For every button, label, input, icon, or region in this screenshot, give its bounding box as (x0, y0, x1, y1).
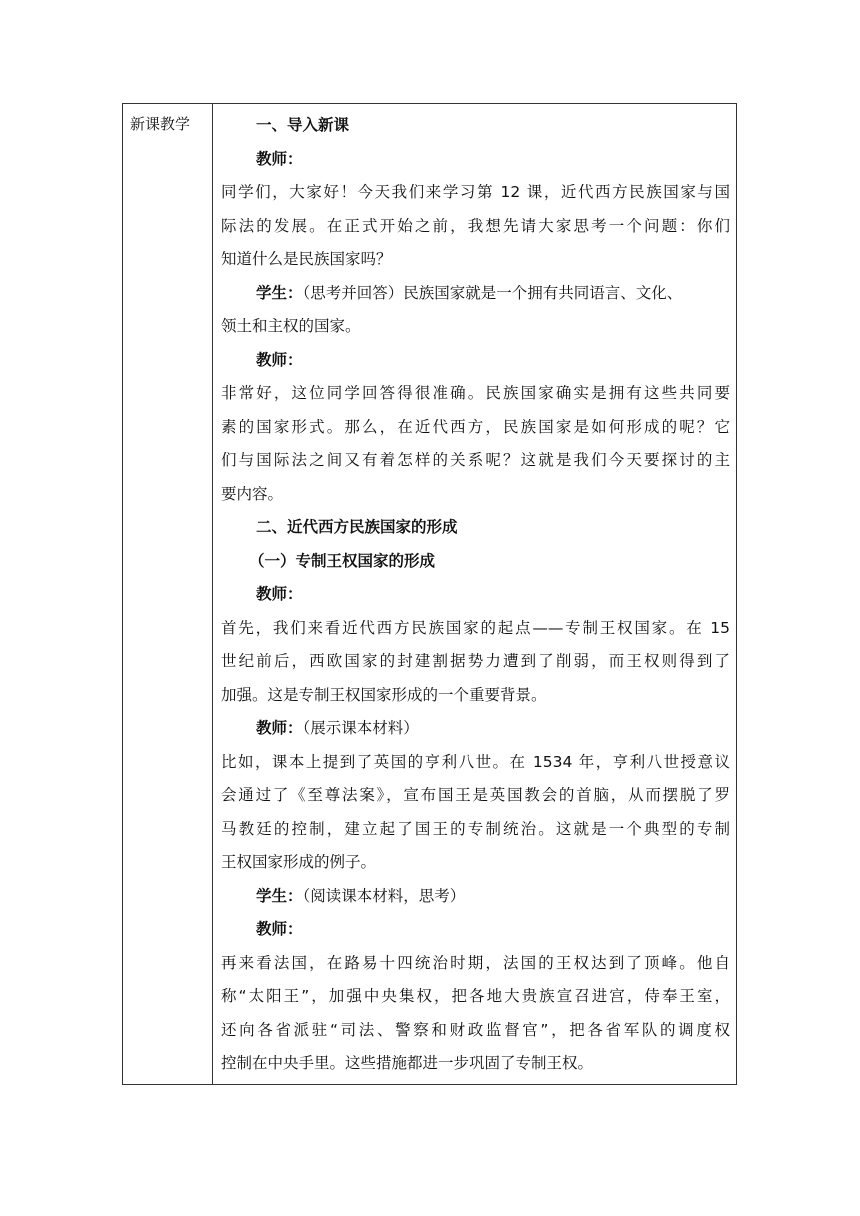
paragraph-line: 会通过了《至尊法案》，宣布国王是英国教会的首脑，从而摆脱了罗 (221, 786, 730, 804)
paragraph-line: 们与国际法之间又有着怎样的关系呢？这就是我们今天要探讨的主 (221, 451, 730, 469)
paragraph-line: 领土和主权的国家。 (221, 317, 361, 335)
speaker-label: 学生： (256, 886, 303, 905)
answer-text: （思考并回答）民族国家就是一个拥有共同语言、文化、 (302, 283, 683, 302)
lesson-content (213, 104, 736, 1084)
paragraph-line: 际法的发展。在正式开始之前，我想先请大家思考一个问题：你们 (221, 216, 730, 235)
speaker-label: 教师： (256, 719, 303, 737)
paragraph-line: 王权国家形成的例子。 (221, 853, 377, 871)
paragraph-line: 同学们，大家好！今天我们来学习第 12 课，近代西方民族国家与国 (221, 183, 730, 201)
paragraph-line: 素的国家形式。那么，在近代西方，民族国家是如何形成的呢？它 (221, 417, 730, 436)
paragraph-line: 称“太阳王”，加强中央集权，把各地大贵族宣召进宫，侍奉王室， (221, 987, 730, 1005)
note-text: （展示课本材料） (302, 719, 419, 737)
paragraph-line: 还向各省派驻“司法、警察和财政监督官”，把各省军队的调度权 (221, 1020, 730, 1039)
section-heading: 一、导入新课 (256, 116, 350, 134)
speaker-label: 教师： (256, 585, 303, 603)
answer-text: （阅读课本材料，思考） (302, 886, 466, 905)
subsection-heading: （一）专制王权国家的形成 (249, 551, 436, 570)
speaker-label: 学生： (256, 283, 303, 302)
paragraph-line: 非常好，这位同学回答得很准确。民族国家确实是拥有这些共同要 (221, 384, 730, 402)
speaker-label: 教师： (256, 920, 303, 938)
speaker-label: 教师： (256, 350, 303, 369)
student-answer (221, 880, 730, 914)
row-label: 新课教学 (123, 104, 213, 1084)
student-answer (221, 277, 730, 311)
paragraph-line: 知道什么是民族国家吗？ (221, 250, 392, 268)
section-heading: 二、近代西方民族国家的形成 (256, 518, 458, 536)
paragraph-line: 首先，我们来看近代西方民族国家的起点——专制王权国家。在 15 (221, 618, 730, 637)
speaker-label: 教师： (256, 149, 303, 168)
paragraph-line: 控制在中央手里。这些措施都进一步巩固了专制王权。 (221, 1054, 594, 1072)
teacher-note (221, 712, 730, 746)
paragraph-line: 比如，课本上提到了英国的亨利八世。在 1534 年，亨利八世授意议 (221, 752, 730, 771)
paragraph-line: 马教廷的控制，建立起了国王的专制统治。这就是一个典型的专制 (221, 819, 730, 838)
paragraph-line: 加强。这是专制王权国家形成的一个重要背景。 (221, 685, 547, 704)
paragraph-line: 世纪前后，西欧国家的封建割据势力遭到了削弱，而王权则得到了 (221, 652, 730, 670)
paragraph-line: 要内容。 (221, 484, 284, 503)
lesson-plan-table (122, 103, 737, 1085)
paragraph-line: 再来看法国，在路易十四统治时期，法国的王权达到了顶峰。他自 (221, 953, 730, 972)
